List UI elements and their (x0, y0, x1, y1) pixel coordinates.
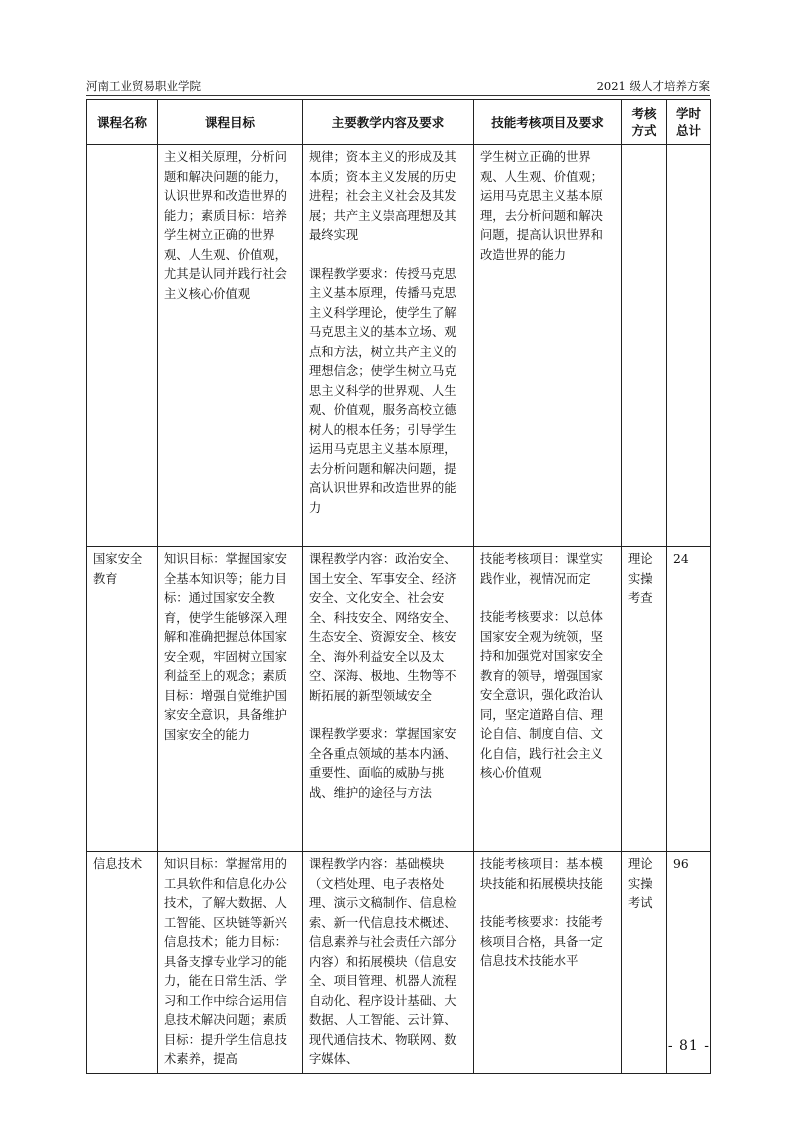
course-goal-cell: 知识目标：掌握常用的工具软件和信息化办公技术，了解大数据、人工智能、区块链等新兴信息技术；能力目标：具备支撑专业学习的能力，能在日常生活、学习和工作中综合运用信息技术解决问题；素质目标：提升学生信息技术素养，提高 (158, 852, 303, 1074)
col-header-content: 主要教学内容及要求 (303, 100, 474, 145)
running-header (86, 78, 710, 94)
table-header-row (87, 100, 711, 145)
header-rule (86, 95, 710, 96)
total-hours-cell: 96 (667, 852, 711, 1074)
course-name-cell: 国家安全教育 (87, 547, 158, 852)
col-header-course-name: 课程名称 (87, 100, 158, 145)
table-row (87, 547, 711, 852)
col-header-hours-line1: 学时 (675, 106, 701, 121)
teaching-requirement-paragraph: 课程教学要求：传授马克思主义基本原理，传播马克思主义科学理论，使学生了解马克思主义的基本立场、观点和方法，树立共产主义的理想信念；使学生树立马克思主义科学的世界观、人生观、价值观，服务高校立德树人的根本任务；引导学生运用马克思主义基本原理，去分析问题和解决问题，提高认识世界和改造世界的能力 (309, 266, 457, 515)
assessment-method-cell: 理论实操考查 (622, 547, 667, 852)
teaching-content-cell (303, 547, 474, 852)
teaching-content-paragraph: 课程教学内容：基础模块（文档处理、电子表格处理、演示文稿制作、信息检索、新一代信息技术概述、信息素养与社会责任六部分内容）和拓展模块（信息安全、项目管理、机器人流程自动化、程序设计基础、大数据、人工智能、云计算、现代通信技术、物联网、数字媒体、 (309, 857, 457, 1066)
col-header-goal: 课程目标 (158, 100, 303, 145)
skill-assessment-cell (474, 145, 622, 547)
total-hours-cell (667, 145, 711, 547)
col-header-skill: 技能考核项目及要求 (474, 100, 622, 145)
teaching-requirement-paragraph: 课程教学要求：掌握国家安全各重点领域的基本内涵、重要性、面临的威胁与挑战、维护的途径与方法 (309, 727, 457, 800)
col-header-assessment-line1: 考核 (631, 106, 657, 121)
col-header-hours-line2: 总计 (675, 123, 701, 138)
school-name: 河南工业贸易职业学院 (86, 79, 201, 93)
course-name-cell (87, 145, 158, 547)
skill-requirement-paragraph: 技能考核要求：以总体国家安全观为统领，坚持和加强党对国家安全教育的领导，增强国家安全意识，强化政治认同，坚定道路自信、理论自信、制度自信、文化自信，践行社会主义核心价值观 (480, 610, 603, 780)
course-table (86, 99, 711, 1074)
total-hours-cell: 24 (667, 547, 711, 852)
col-header-assessment (622, 100, 667, 145)
table-row (87, 145, 711, 547)
teaching-content-paragraph: 规律；资本主义的形成及其本质；资本主义发展的历史进程；社会主义社会及其发展；共产主义崇高理想及其最终实现 (309, 150, 457, 242)
skill-requirement-paragraph: 技能考核要求：技能考核项目合格，具备一定信息技术技能水平 (480, 915, 603, 968)
teaching-content-paragraph: 课程教学内容：政治安全、国土安全、军事安全、经济安全、文化安全、社会安全、科技安全、网络安全、生态安全、资源安全、核安全、海外利益安全以及太空、深海、极地、生物等不断拓展的新型领域安全 (309, 552, 457, 703)
skill-item-paragraph: 学生树立正确的世界观、人生观、价值观；运用马克思主义基本原理，去分析问题和解决问题，提高认识世界和改造世界的能力 (480, 150, 603, 262)
skill-item-paragraph: 技能考核项目：课堂实践作业，视情况而定 (480, 552, 603, 586)
col-header-hours (667, 100, 711, 145)
col-header-assessment-line2: 方式 (631, 123, 657, 138)
assessment-method-cell (622, 145, 667, 547)
course-goal-cell: 主义相关原理，分析问题和解决问题的能力，认识世界和改造世界的能力；素质目标：培养学生树立正确的世界观、人生观、价值观，尤其是认同并践行社会主义核心价值观 (158, 145, 303, 547)
page-number: - 81 - (667, 1038, 710, 1054)
plan-title: 2021 级人才培养方案 (596, 79, 710, 93)
skill-item-paragraph: 技能考核项目：基本模块技能和拓展模块技能 (480, 857, 603, 891)
assessment-method-cell: 理论实操考试 (622, 852, 667, 1074)
skill-assessment-cell (474, 547, 622, 852)
course-goal-cell: 知识目标：掌握国家安全基本知识等；能力目标：通过国家安全教育，使学生能够深入理解和准确把握总体国家安全观，牢固树立国家利益至上的观念；素质目标：增强自觉维护国家安全意识，具备维护国家安全的能力 (158, 547, 303, 852)
teaching-content-cell (303, 145, 474, 547)
course-name-cell: 信息技术 (87, 852, 158, 1074)
